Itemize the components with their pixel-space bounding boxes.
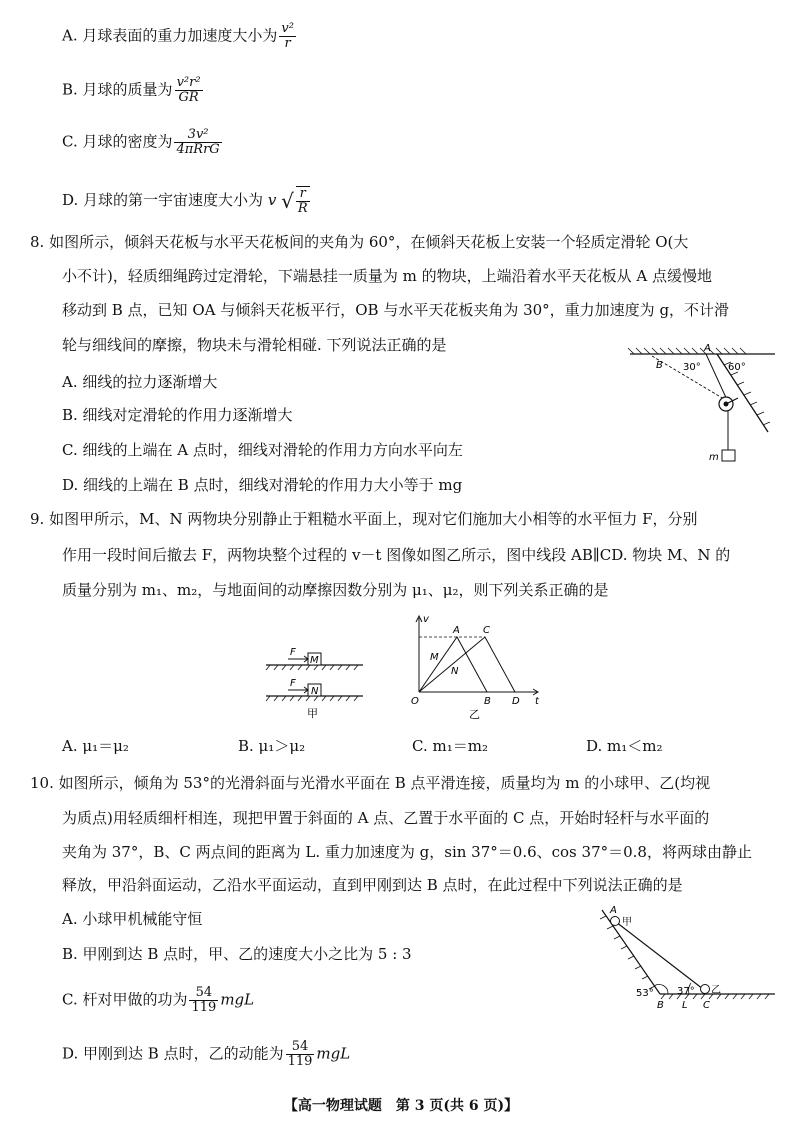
label-O: O — [411, 696, 419, 707]
q8-stem-line-3: 移动到 B 点，已知 OA 与倾斜天花板平行，OB 与水平天花板夹角为 30°，重力加速度为 g，不计滑 — [62, 301, 730, 319]
q8-option-b: B. 细线对定滑轮的作用力逐渐增大 — [62, 406, 293, 424]
q10-option-d-unit: mgL — [316, 1044, 351, 1063]
label-30deg: 30° — [683, 362, 701, 373]
numerator: 54 — [189, 986, 218, 1001]
label-53deg: 53° — [636, 988, 654, 999]
label-L: L — [682, 1000, 688, 1011]
q9-figure-jia — [258, 640, 368, 720]
q7-option-b — [62, 76, 205, 105]
sqrt-sign: √ — [281, 189, 294, 213]
label-N: N — [311, 686, 319, 697]
label-C: C — [483, 625, 490, 636]
q8-pulley-diagram — [620, 342, 780, 467]
denominator: r — [284, 36, 291, 51]
q7-option-c-text: C. 月球的密度为 — [62, 132, 173, 151]
label-B: B — [657, 1000, 664, 1011]
label-B: B — [656, 360, 663, 371]
numerator: v² — [281, 21, 294, 36]
q7-option-c — [62, 128, 224, 157]
q7-option-b-fraction — [175, 76, 203, 105]
label-B: B — [484, 696, 491, 707]
q7-option-a-fraction — [279, 22, 296, 51]
q10-option-d-fraction — [286, 1040, 315, 1069]
page-footer: 【高一物理试题 第 3 页(共 6 页)】 — [283, 1098, 519, 1114]
denominator: GR — [178, 90, 199, 105]
label-yi: 乙 — [469, 708, 480, 721]
q10-option-c-text: C. 杆对甲做的功为 — [62, 990, 188, 1009]
q10-stem-line-3: 夹角为 37°，B、C 两点间的距离为 L. 重力加速度为 g，sin 37°＝0.6、cos 37°＝0.8，将两球由静止 — [62, 843, 752, 861]
q10-stem-line-4: 释放，甲沿斜面运动，乙沿水平面运动，直到甲刚到达 B 点时，在此过程中下列说法正确的是 — [62, 876, 683, 894]
q9-option-b: B. μ₁＞μ₂ — [238, 737, 306, 755]
label-m: m — [709, 452, 719, 463]
denominator: 4πRrG — [176, 142, 220, 157]
q8-stem-line-4: 轮与细线间的摩擦，物块未与滑轮相碰. 下列说法正确的是 — [62, 336, 447, 354]
label-N-curve: N — [451, 666, 459, 677]
q8-option-a: A. 细线的拉力逐渐增大 — [62, 373, 218, 391]
q7-option-c-fraction — [174, 128, 221, 157]
denominator: 119 — [287, 1054, 313, 1069]
label-jia: 甲 — [622, 917, 632, 928]
denominator: R — [297, 201, 308, 216]
q7-option-d-fraction — [296, 186, 310, 216]
numerator: v²r² — [176, 75, 201, 90]
q7-option-a-text: A. 月球表面的重力加速度大小为 — [62, 26, 278, 45]
q9-stem-line-2: 作用一段时间后撤去 F，两物块整个过程的 v－t 图像如图乙所示，图中线段 AB∥CD. 物块 M、N 的 — [62, 546, 731, 564]
label-D: D — [512, 696, 520, 707]
label-60deg: 60° — [728, 362, 746, 373]
q10-incline-diagram — [590, 902, 785, 1014]
label-yi: 乙 — [711, 985, 721, 996]
q10-option-d-text: D. 甲刚到达 B 点时，乙的动能为 — [62, 1044, 284, 1063]
label-A: A — [704, 343, 711, 354]
q7-option-a — [62, 22, 298, 51]
q9-option-d: D. m₁＜m₂ — [586, 737, 663, 755]
q10-option-b: B. 甲刚到达 B 点时，甲、乙的速度大小之比为 5 : 3 — [62, 945, 412, 963]
label-jia: 甲 — [307, 707, 318, 720]
label-37deg: 37° — [677, 986, 695, 997]
q7-option-b-text: B. 月球的质量为 — [62, 80, 173, 99]
label-M-curve: M — [430, 652, 439, 663]
label-M: M — [310, 655, 319, 666]
q8-stem-line-1: 8. 如图所示，倾斜天花板与水平天花板间的夹角为 60°，在倾斜天花板上安装一个轻质定滑轮 O(大 — [30, 233, 689, 251]
label-F2: F — [290, 678, 296, 689]
q9-stem-line-3: 质量分别为 m₁、m₂，与地面间的动摩擦因数分别为 μ₁、μ₂，则下列关系正确的是 — [62, 581, 609, 599]
q10-option-a: A. 小球甲机械能守恒 — [62, 910, 203, 928]
label-t: t — [535, 696, 539, 707]
q10-option-c — [62, 986, 254, 1015]
label-C: C — [703, 1000, 710, 1011]
q8-option-d: D. 细线的上端在 B 点时，细线对滑轮的作用力大小等于 mg — [62, 476, 463, 494]
q7-option-d-v: v — [267, 191, 277, 209]
q7-option-d — [62, 186, 312, 216]
label-F1: F — [290, 647, 296, 658]
label-A: A — [610, 905, 617, 916]
q10-stem-line-1: 10. 如图所示，倾角为 53°的光滑斜面与光滑水平面在 B 点平滑连接，质量均为 m 的小球甲、乙(均视 — [30, 774, 711, 792]
q9-option-a: A. μ₁＝μ₂ — [62, 737, 129, 755]
denominator: 119 — [191, 1000, 217, 1015]
label-A: A — [453, 625, 460, 636]
label-v: v — [423, 614, 429, 625]
q10-option-c-unit: mgL — [220, 990, 255, 1009]
q10-stem-line-2: 为质点)用轻质细杆相连，现把甲置于斜面的 A 点、乙置于水平面的 C 点，开始时轻杆与水平面的 — [62, 809, 710, 827]
q10-option-c-fraction — [189, 986, 218, 1015]
numerator: 54 — [286, 1040, 315, 1055]
q9-option-c: C. m₁＝m₂ — [412, 737, 488, 755]
q7-option-d-text: D. 月球的第一宇宙速度大小为 — [62, 191, 264, 209]
numerator: r — [296, 187, 310, 202]
q8-option-c: C. 细线的上端在 A 点时，细线对滑轮的作用力方向水平向左 — [62, 441, 463, 459]
q10-option-d — [62, 1040, 350, 1069]
q9-vt-graph — [405, 612, 545, 722]
q8-stem-line-2: 小不计)，轻质细绳跨过定滑轮，下端悬挂一质量为 m 的物块，上端沿着水平天花板从 A 点缓慢地 — [62, 267, 712, 285]
numerator: 3v² — [174, 128, 221, 143]
q9-stem-line-1: 9. 如图甲所示，M、N 两物块分别静止于粗糙水平面上，现对它们施加大小相等的水平恒力 F，分别 — [30, 510, 698, 528]
